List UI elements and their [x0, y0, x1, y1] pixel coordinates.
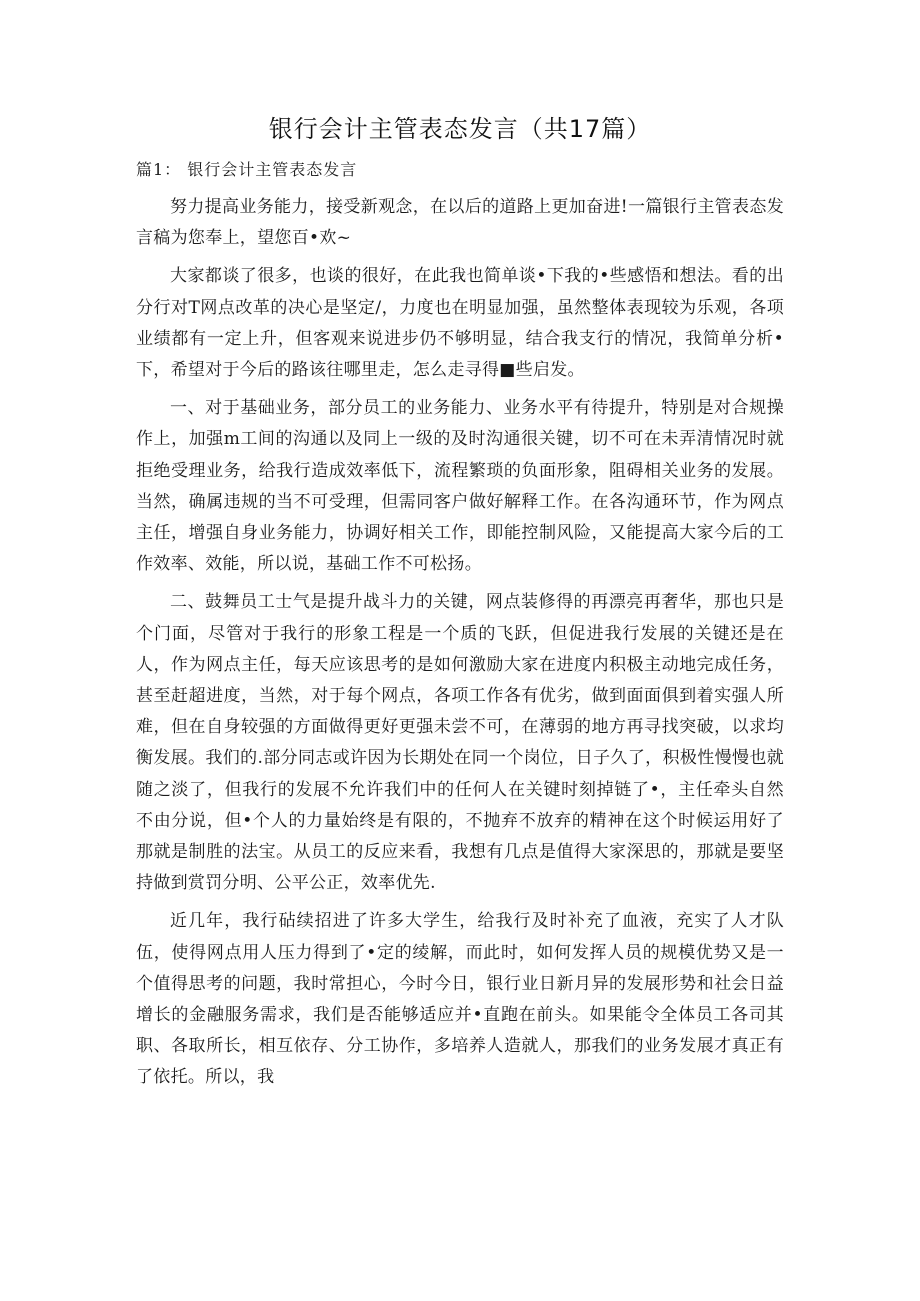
- paragraph: 大家都谈了很多，也谈的很好，在此我也简单谈•下我的•些感悟和想法。看的出分行对T网点改革的决心是坚定/，力度也在明显加强，虽然整体表现较为乐观，各项业绩都有一定上升，但客观来说进步仍不够明显，结合我支行的情况，我简单分析•下，希望对于今后的路该往哪里走，怎么走寻得■些启发。: [136, 266, 784, 381]
- paragraph: 一、对于基础业务，部分员工的业务能力、业务水平有待提升，特别是对合规操作上，加强m工间的沟通以及同上一级的及时沟通很关键，切不可在未弄清情况时就拒绝受理业务，给我行造成效率低下，流程繁琐的负面形象，阻碍相关业务的发展。当然，确属违规的当不可受理，但需同客户做好解释工作。在各沟通环节，作为网点主任，增强自身业务能力，协调好相关工作，即能控制风险，又能提高大家今后的工作效率、效能，所以说，基础工作不可松扬。: [136, 398, 784, 575]
- paragraph: 努力提高业务能力，接受新观念，在以后的道路上更加奋进!一篇银行主管表态发言稿为您奉上，望您百•欢~: [136, 197, 784, 249]
- section-heading: 篇1： 银行会计主管表态发言: [136, 160, 358, 179]
- paragraph: 近几年，我行砧续招进了许多大学生，给我行及时补充了血液，充实了人才队伍，使得网点用人压力得到了•定的绫解，而此时，如何发挥人员的规模优势又是一个值得思考的问题，我时常担心，今时今日，银行业日新月异的发展形势和社会日益增长的金融服务需求，我们是否能够适应并•直跑在前头。如果能令全体员工各司其职、各取所长，相互依存、分工协作，多培养人造就人，那我们的业务发展才真正有了依托。所以，我: [136, 911, 784, 1088]
- paragraph: 二、鼓舞员工士气是提升战斗力的关键，网点装修得的再漂亮再奢华，那也只是个门面，尽管对于我行的形象工程是一个质的飞跃，但促进我行发展的关键还是在人，作为网点主任，每天应该思考的是如何激励大家在进度内积极主动地完成任务，甚至赶超进度，当然，对于每个网点，各项工作各有优劣，做到面面俱到着实强人所难，但在自身较强的方面做得更好更强未尝不可，在薄弱的地方再寻找突破，以求均衡发展。我们的.部分同志或许因为长期处在同一个岗位，日子久了，积极性慢慢也就随之淡了，但我行的发展不允许我们中的任何人在关键时刻掉链了•，主任牵头自然不由分说，但•个人的力量始终是有限的，不抛弃不放弃的精神在这个时候运用好了那就是制胜的法宝。从员工的反应来看，我想有几点是值得大家深思的，那就是要坚持做到赏罚分明、公平公正，效率优先.: [136, 592, 784, 894]
- document-title: 银行会计主管表态发言（共17篇）: [268, 115, 652, 143]
- document-body: [136, 192, 784, 1094]
